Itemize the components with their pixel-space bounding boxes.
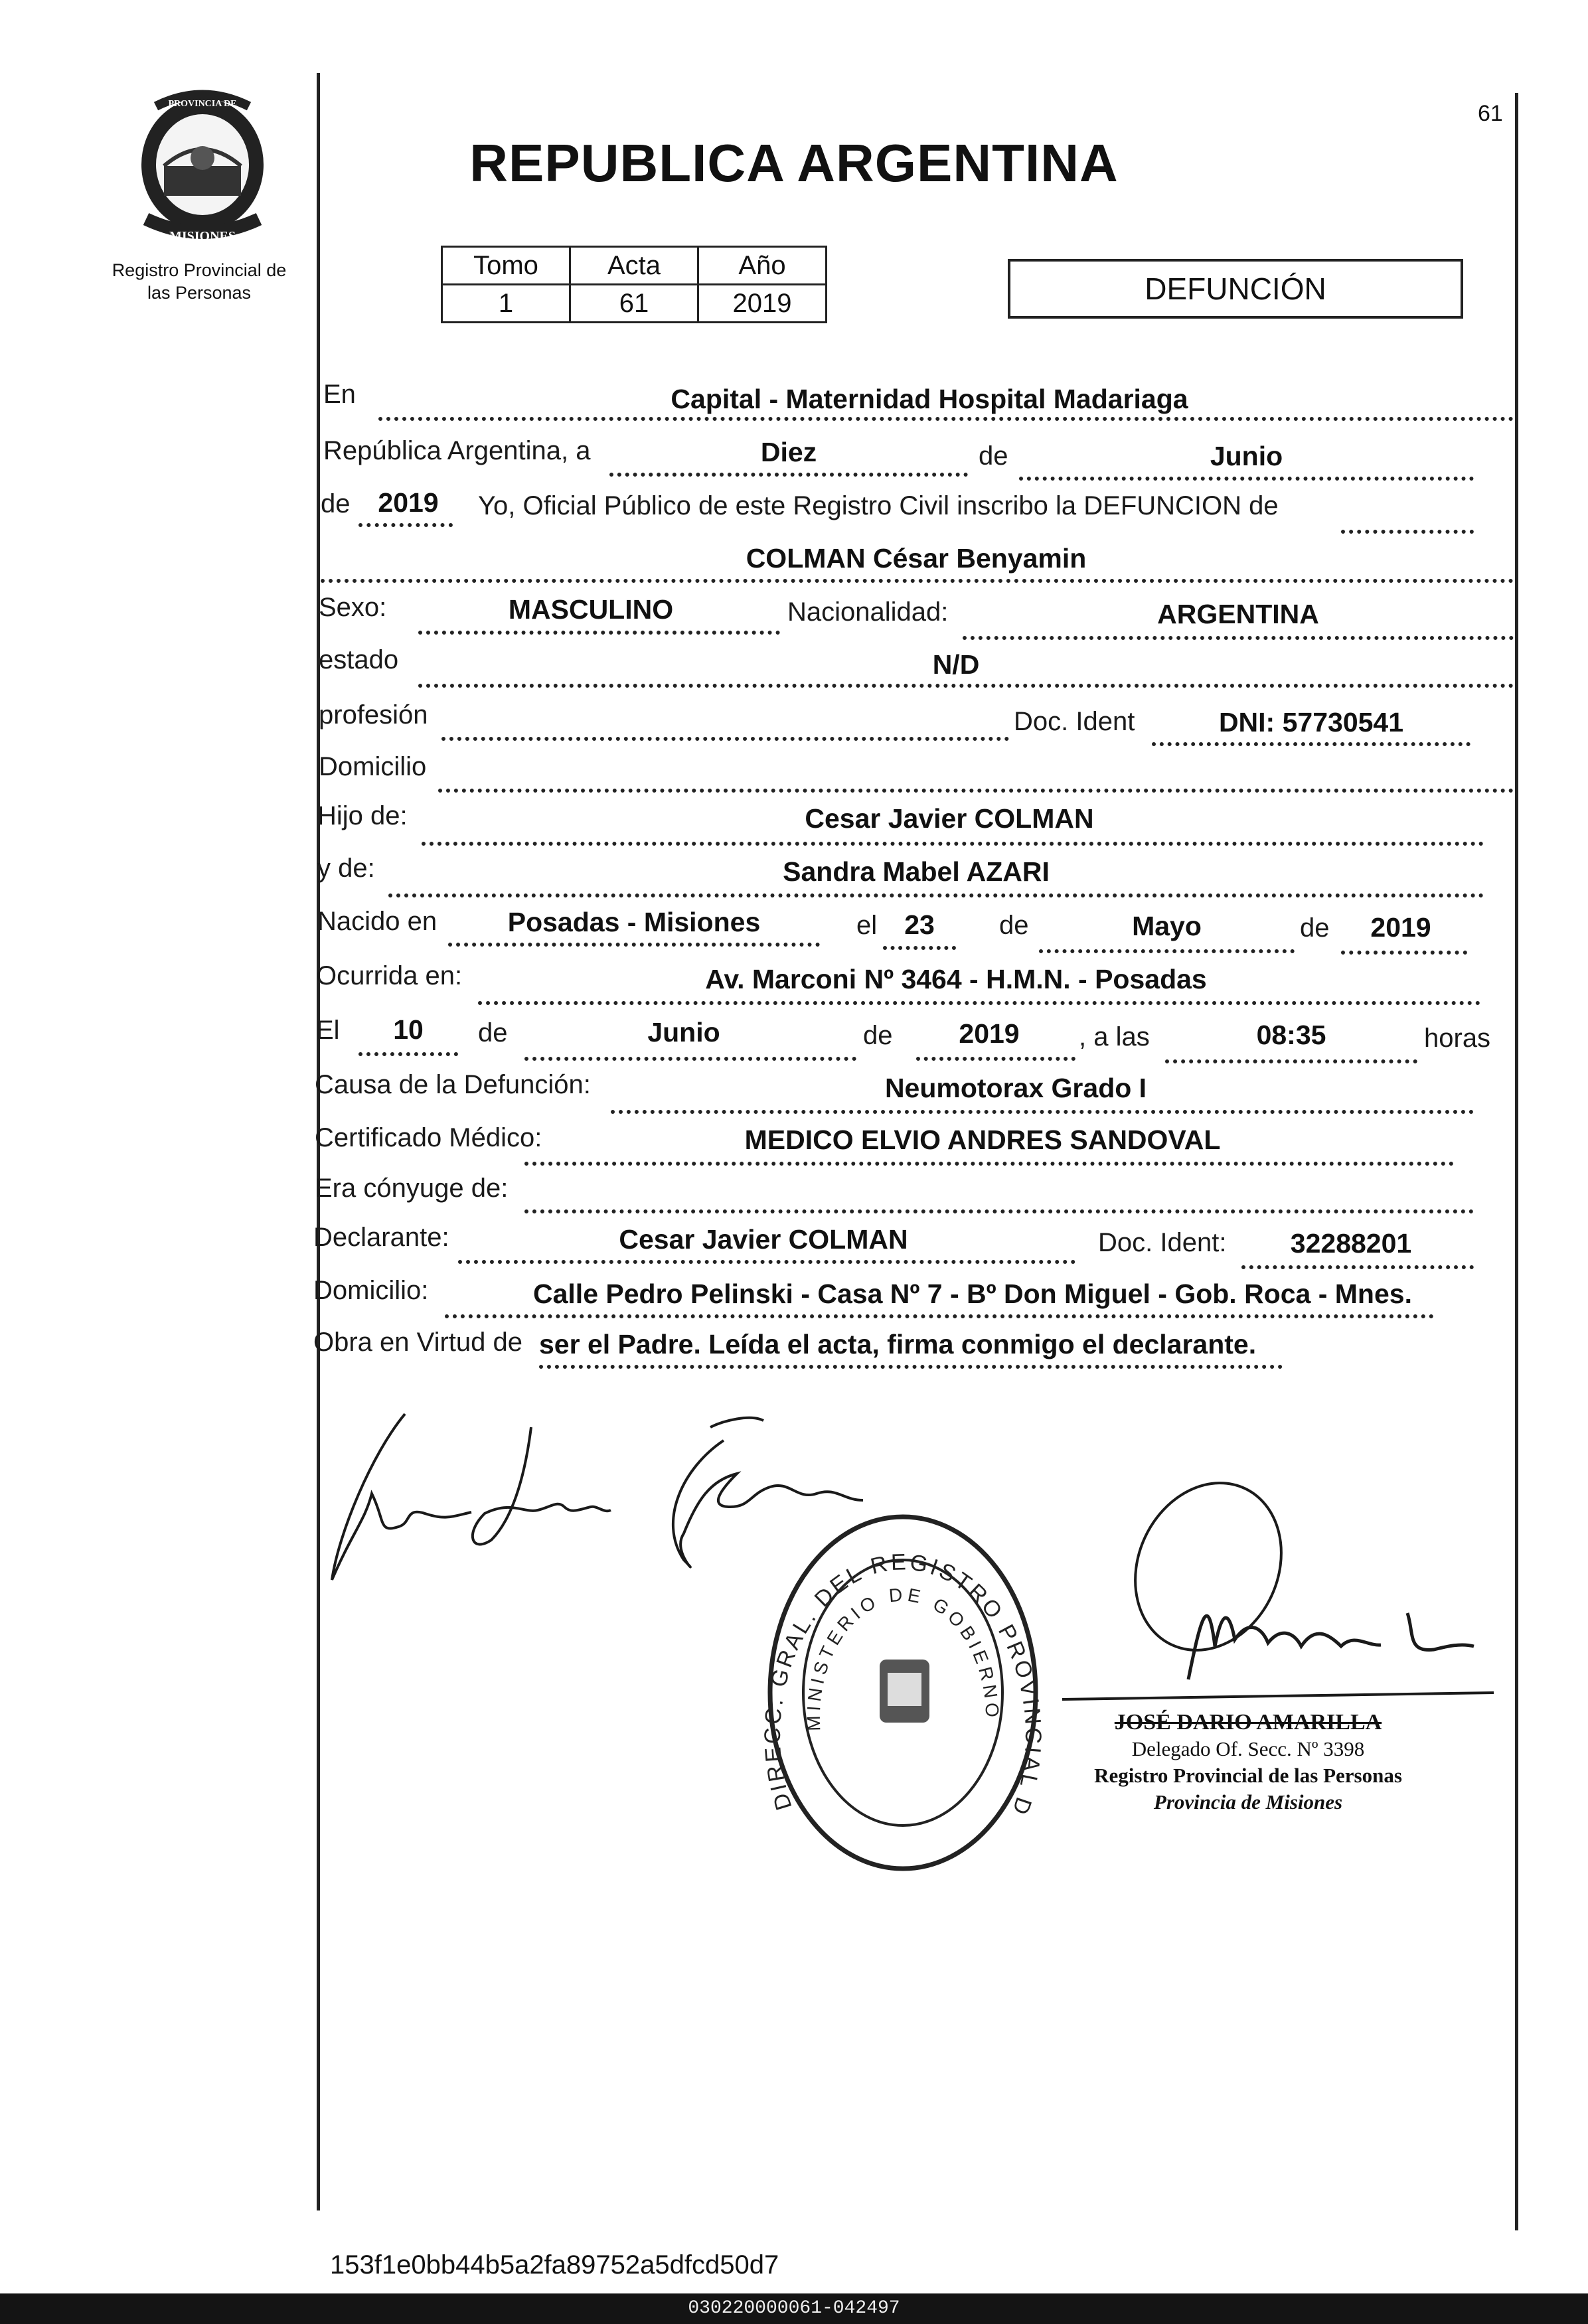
dotline-dia-registro <box>609 473 968 477</box>
value-ocurrida-en: Av. Marconi Nº 3464 - H.M.N. - Posadas <box>705 964 1207 994</box>
label-profesion: profesión <box>319 700 428 730</box>
dotline-anio-registro <box>358 523 453 527</box>
page-number: 61 <box>1478 101 1503 126</box>
label-hijo-de: Hijo de: <box>317 801 408 830</box>
dotline-y-de <box>388 893 1484 897</box>
dotline-sexo <box>418 631 780 635</box>
value-lugar: Capital - Maternidad Hospital Madariaga <box>671 384 1188 414</box>
registry-line-1: Registro Provincial de <box>112 260 287 280</box>
dotline-ocurrida-en <box>478 1001 1480 1005</box>
label-domicilio: Domicilio <box>319 752 427 781</box>
label-en: En <box>323 380 356 409</box>
value-def-mes: Junio <box>647 1017 720 1047</box>
value-anio-registro: 2019 <box>378 487 439 518</box>
dotline-nacido-dia <box>883 946 956 950</box>
value-estado: N/D <box>932 649 980 680</box>
label-estado: estado <box>319 645 399 674</box>
value-nacionalidad: ARGENTINA <box>1157 599 1319 629</box>
value-def-dia: 10 <box>393 1014 424 1045</box>
dotline-nacido-mes <box>1039 949 1295 953</box>
svg-text:MINISTERIO DE GOBIERNO: MINISTERIO DE GOBIERNO <box>803 1584 1003 1732</box>
table-header-tomo: Tomo <box>442 247 570 285</box>
official-signature <box>1036 1480 1500 1733</box>
value-declarante: Cesar Javier COLMAN <box>619 1224 908 1255</box>
value-doc-ident: DNI: 57730541 <box>1218 707 1404 737</box>
barcode-footer: 030220000061-042497 <box>0 2293 1588 2324</box>
label-certificado: Certificado Médico: <box>315 1123 542 1152</box>
label-declarante: Declarante: <box>313 1223 449 1252</box>
svg-text:MISIONES: MISIONES <box>169 229 236 244</box>
right-margin-rule <box>1515 93 1518 2230</box>
dotline-estado <box>418 684 1514 688</box>
value-obra-texto: ser el Padre. Leída el acta, firma conmigo el declarante. <box>539 1329 1257 1359</box>
record-type-box: DEFUNCIÓN <box>1008 259 1463 319</box>
dotline-def-hora <box>1165 1059 1417 1063</box>
dotline-conyuge <box>524 1209 1474 1213</box>
label-nacionalidad: Nacionalidad: <box>787 597 949 627</box>
label-causa: Causa de la Defunción: <box>315 1070 591 1099</box>
official-title-line-3: Provincia de Misiones <box>1153 1790 1343 1814</box>
label-doc-ident: Doc. Ident <box>1014 707 1135 736</box>
label-horas: horas <box>1424 1024 1491 1053</box>
label-sexo: Sexo: <box>319 593 387 622</box>
label-ocurrida-en: Ocurrida en: <box>316 961 463 990</box>
dotline-declarante-doc <box>1241 1265 1474 1269</box>
value-hijo-de: Cesar Javier COLMAN <box>805 803 1094 834</box>
dotline-mes-registro <box>1019 477 1474 481</box>
dotline-causa <box>611 1110 1474 1114</box>
svg-text:PROVINCIA DE: PROVINCIA DE <box>168 99 237 109</box>
table-value-acta: 61 <box>570 285 698 323</box>
value-y-de: Sandra Mabel AZARI <box>783 856 1050 887</box>
label-de-4: de <box>1300 913 1330 943</box>
value-causa: Neumotorax Grado I <box>884 1073 1147 1103</box>
registry-name <box>93 259 305 304</box>
label-de-2: de <box>321 489 351 518</box>
value-nacido-anio: 2019 <box>1370 912 1431 943</box>
label-y-de: y de: <box>317 854 375 883</box>
label-a-las: , a las <box>1079 1022 1150 1051</box>
value-nacido-mes: Mayo <box>1132 911 1202 941</box>
dotline-profesion <box>441 737 1009 741</box>
dotline-nacionalidad <box>963 636 1514 640</box>
value-nacido-dia: 23 <box>904 909 935 940</box>
label-obra-en: Obra en Virtud de <box>313 1328 523 1357</box>
table-header-acta: Acta <box>570 247 698 285</box>
table-header-anio: Año <box>698 247 827 285</box>
value-declarante-doc: 32288201 <box>1290 1228 1412 1259</box>
value-def-anio: 2019 <box>959 1018 1020 1049</box>
dotline-doc-ident <box>1152 742 1470 746</box>
dotline-def-mes <box>524 1057 856 1061</box>
value-certificado: MEDICO ELVIO ANDRES SANDOVAL <box>744 1124 1221 1155</box>
dotline-lugar <box>378 417 1514 421</box>
value-sexo: MASCULINO <box>508 594 674 625</box>
label-republica: República Argentina, a <box>323 436 591 465</box>
dotline-hijo-de <box>422 842 1484 846</box>
label-de-6: de <box>863 1021 893 1050</box>
dotline-nacido-en <box>448 943 820 947</box>
value-nacido-en: Posadas - Misiones <box>507 907 761 937</box>
document-hash: 153f1e0bb44b5a2fa89752a5dfcd50d7 <box>330 2250 779 2280</box>
label-el-lower: el <box>856 911 878 940</box>
value-declarante-domicilio: Calle Pedro Pelinski - Casa Nº 7 - Bº Don Miguel - Gob. Roca - Mnes. <box>533 1278 1412 1309</box>
dotline-obra <box>539 1365 1283 1369</box>
dotline-domicilio <box>438 789 1514 793</box>
registry-line-2: las Personas <box>147 283 252 303</box>
document-title: REPUBLICA ARGENTINA <box>469 133 1119 193</box>
label-de-1: de <box>979 441 1008 471</box>
record-table <box>441 246 827 323</box>
dotline-declarante-domicilio <box>445 1314 1434 1318</box>
label-el-upper: El <box>316 1016 340 1045</box>
official-stamp-text <box>1062 1709 1434 1816</box>
value-def-hora: 08:35 <box>1256 1020 1326 1050</box>
label-nacido-en: Nacido en <box>317 907 437 936</box>
dotline-nombre-tail <box>1341 530 1474 534</box>
label-doc-ident-declarante: Doc. Ident: <box>1098 1228 1227 1257</box>
label-yo-oficial: Yo, Oficial Público de este Registro Civil inscribo la DEFUNCION de <box>478 491 1279 520</box>
official-title-line-2: Registro Provincial de las Personas <box>1094 1764 1402 1787</box>
dotline-certificado <box>524 1162 1454 1166</box>
dotline-nacido-anio <box>1341 951 1467 955</box>
label-de-3: de <box>999 911 1029 940</box>
dotline-nombre <box>321 579 1514 583</box>
dotline-declarante <box>458 1260 1075 1264</box>
table-value-anio: 2019 <box>698 285 827 323</box>
value-mes-registro: Junio <box>1210 441 1283 471</box>
svg-text:DIRECC. GRAL. DEL REGISTRO PRO: DIRECC. GRAL. DEL REGISTRO PROVINCIAL D <box>759 1549 1046 1820</box>
label-domicilio-declarante: Domicilio: <box>313 1276 429 1305</box>
dotline-def-anio <box>916 1057 1075 1061</box>
value-dia-registro: Diez <box>760 437 817 467</box>
label-de-5: de <box>478 1018 508 1047</box>
official-name: JOSÉ DARIO AMARILLA <box>1114 1710 1382 1735</box>
official-round-seal <box>757 1507 1049 1879</box>
table-value-tomo: 1 <box>442 285 570 323</box>
value-nombre: COLMAN César Benyamin <box>746 543 1087 574</box>
label-conyuge: Era cónyuge de: <box>315 1174 509 1203</box>
official-title-line-1: Delegado Of. Secc. Nº 3398 <box>1131 1737 1365 1760</box>
dotline-def-dia <box>358 1052 458 1056</box>
